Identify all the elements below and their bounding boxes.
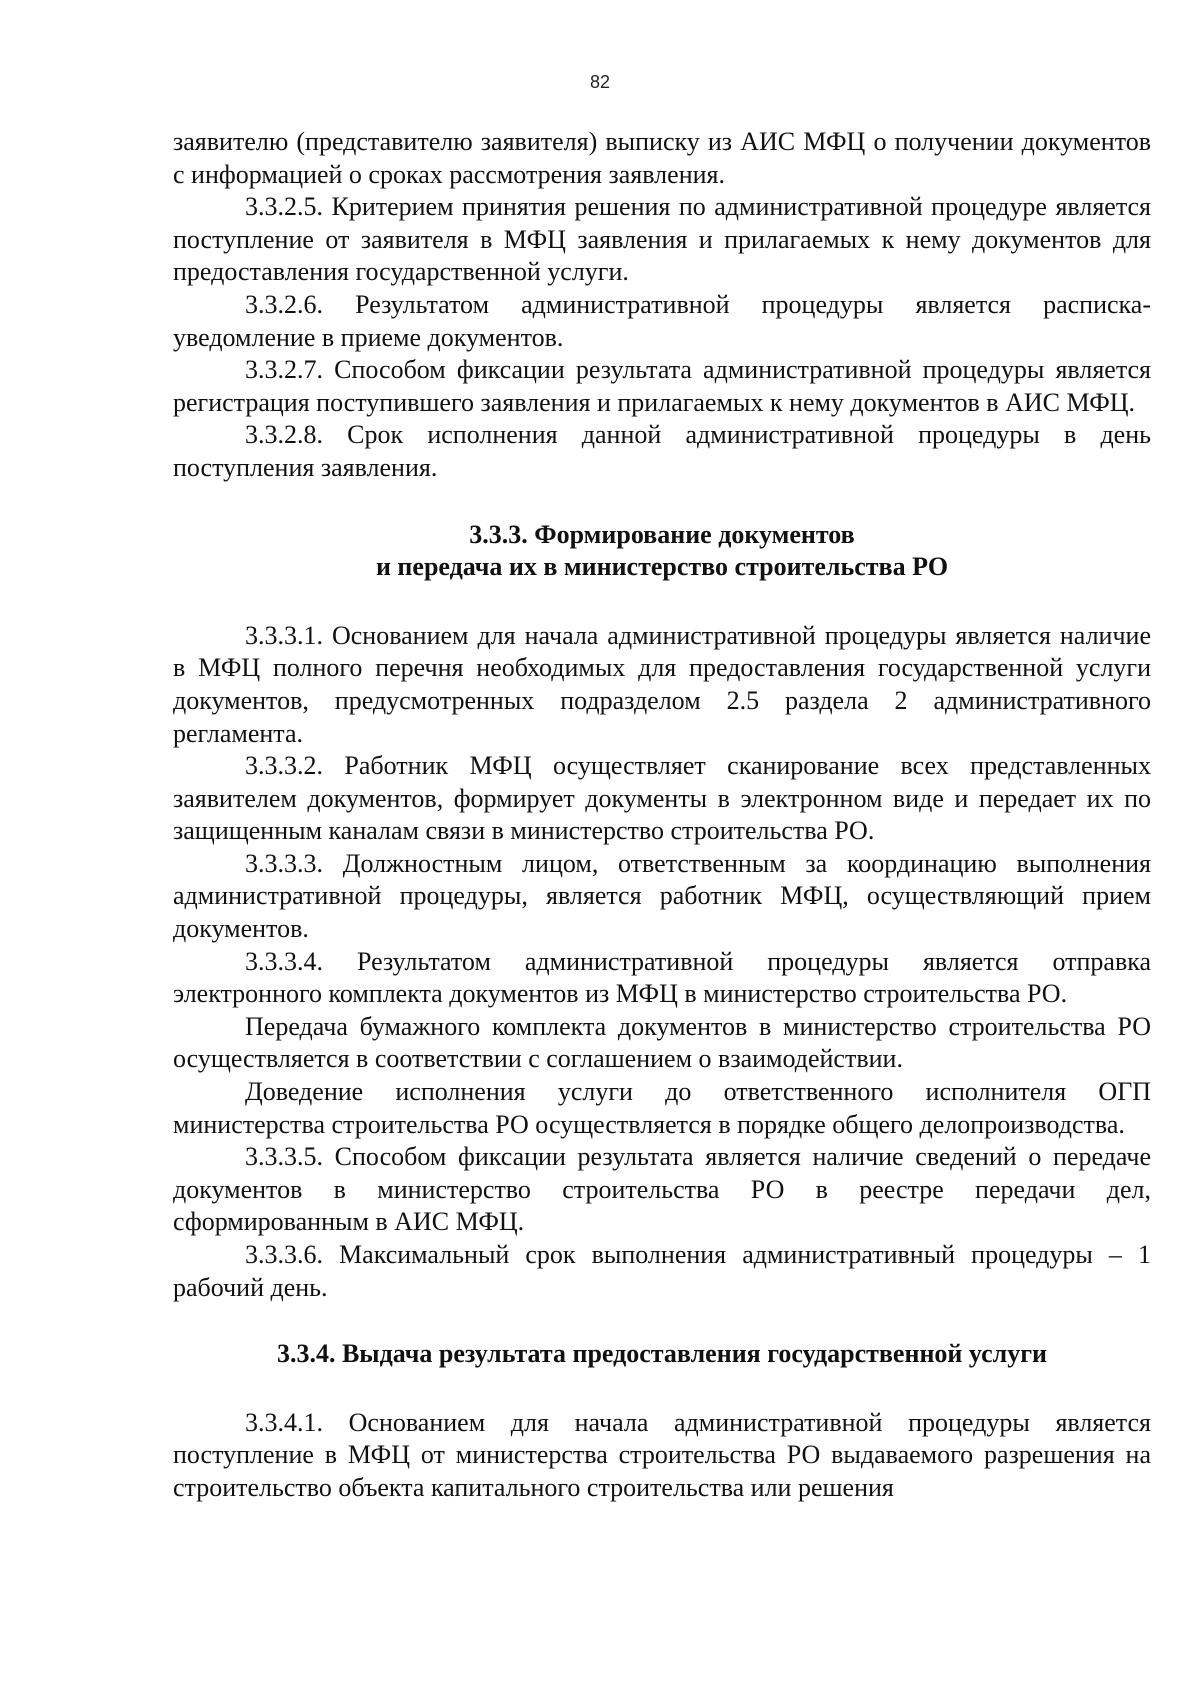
paragraph-3-3-2-8: 3.3.2.8. Срок исполнения данной административной процедуры в день поступления заявления. [173, 420, 1151, 482]
paragraph-3-3-2-5: 3.3.2.5. Критерием принятия решения по административной процедуре является поступление от заявителя в МФЦ заявления и прилагаемых к нему документов для предоставления государственной услуги. [173, 192, 1151, 287]
paragraph-3-3-3-6: 3.3.3.6. Максимальный срок выполнения административный процедуры – 1 рабочий день. [173, 1240, 1151, 1302]
spacer [173, 1304, 1151, 1338]
paragraph-3-3-3-3: 3.3.3.3. Должностным лицом, ответственным за координацию выполнения административной процедуры, является работник МФЦ, осуществляющий прием документов. [173, 848, 1151, 944]
spacer [173, 485, 1151, 519]
paragraph-3-3-3-1: 3.3.3.1. Основанием для начала административной процедуры является наличие в МФЦ полного перечня необходимых для предоставления государственной услуги документов, предусмотренных подразделом 2.5 раздела 2 административного регламента. [173, 620, 1151, 748]
paragraph-3-3-3-4: 3.3.3.4. Результатом административной процедуры является отправка электронного комплекта документов из МФЦ в министерство строительства РО. [173, 946, 1151, 1009]
paragraph-paper-transfer: Передача бумажного комплекта документов в министерство строительства РО осуществляется в соответствии с соглашением о взаимодействии. [173, 1011, 1151, 1074]
paragraph-3-3-2-6: 3.3.2.6. Результатом административной процедуры является расписка-уведомление в приеме документов. [173, 289, 1151, 352]
heading-line-2: и передача их в министерство строительства РО [375, 552, 949, 582]
paragraph-3-3-2-7: 3.3.2.7. Способом фиксации результата административной процедуры является регистрация поступившего заявления и прилагаемых к нему документов в АИС МФЦ. [173, 355, 1151, 417]
paragraph-delivery: Доведение исполнения услуги до ответственного исполнителя ОГП министерства строительства РО осуществляется в порядке общего делопроизводства. [173, 1077, 1151, 1139]
paragraph-3-3-3-5: 3.3.3.5. Способом фиксации результата является наличие сведений о передаче документов в министерство строительства РО в реестре передачи дел, сформированным в АИС МФЦ. [173, 1142, 1151, 1237]
paragraph-continuation: заявителю (представителю заявителя) выписку из АИС МФЦ о получении документов с информацией о сроках рассмотрения заявления. [173, 127, 1151, 189]
section-heading-3-3-3 [173, 519, 1151, 584]
spacer [173, 1371, 1151, 1407]
paragraph-3-3-3-2: 3.3.3.2. Работник МФЦ осуществляет сканирование всех представленных заявителем документов, формирует документы в электронном виде и передает их по защищенным каналам связи в министерство строительства РО. [173, 751, 1151, 846]
section-heading-3-3-4: 3.3.4. Выдача результата предоставления государственной услуги [276, 1339, 1048, 1369]
page-number: 82 [589, 72, 611, 92]
paragraph-3-3-4-1: 3.3.4.1. Основанием для начала административной процедуры является поступление в МФЦ от министерства строительства РО выдаваемого разрешения на строительство объекта капитального строительства или решения [173, 1407, 1151, 1502]
document-body [173, 126, 1151, 1505]
heading-line-1: 3.3.3. Формирование документов [469, 519, 855, 549]
spacer [173, 584, 1151, 620]
